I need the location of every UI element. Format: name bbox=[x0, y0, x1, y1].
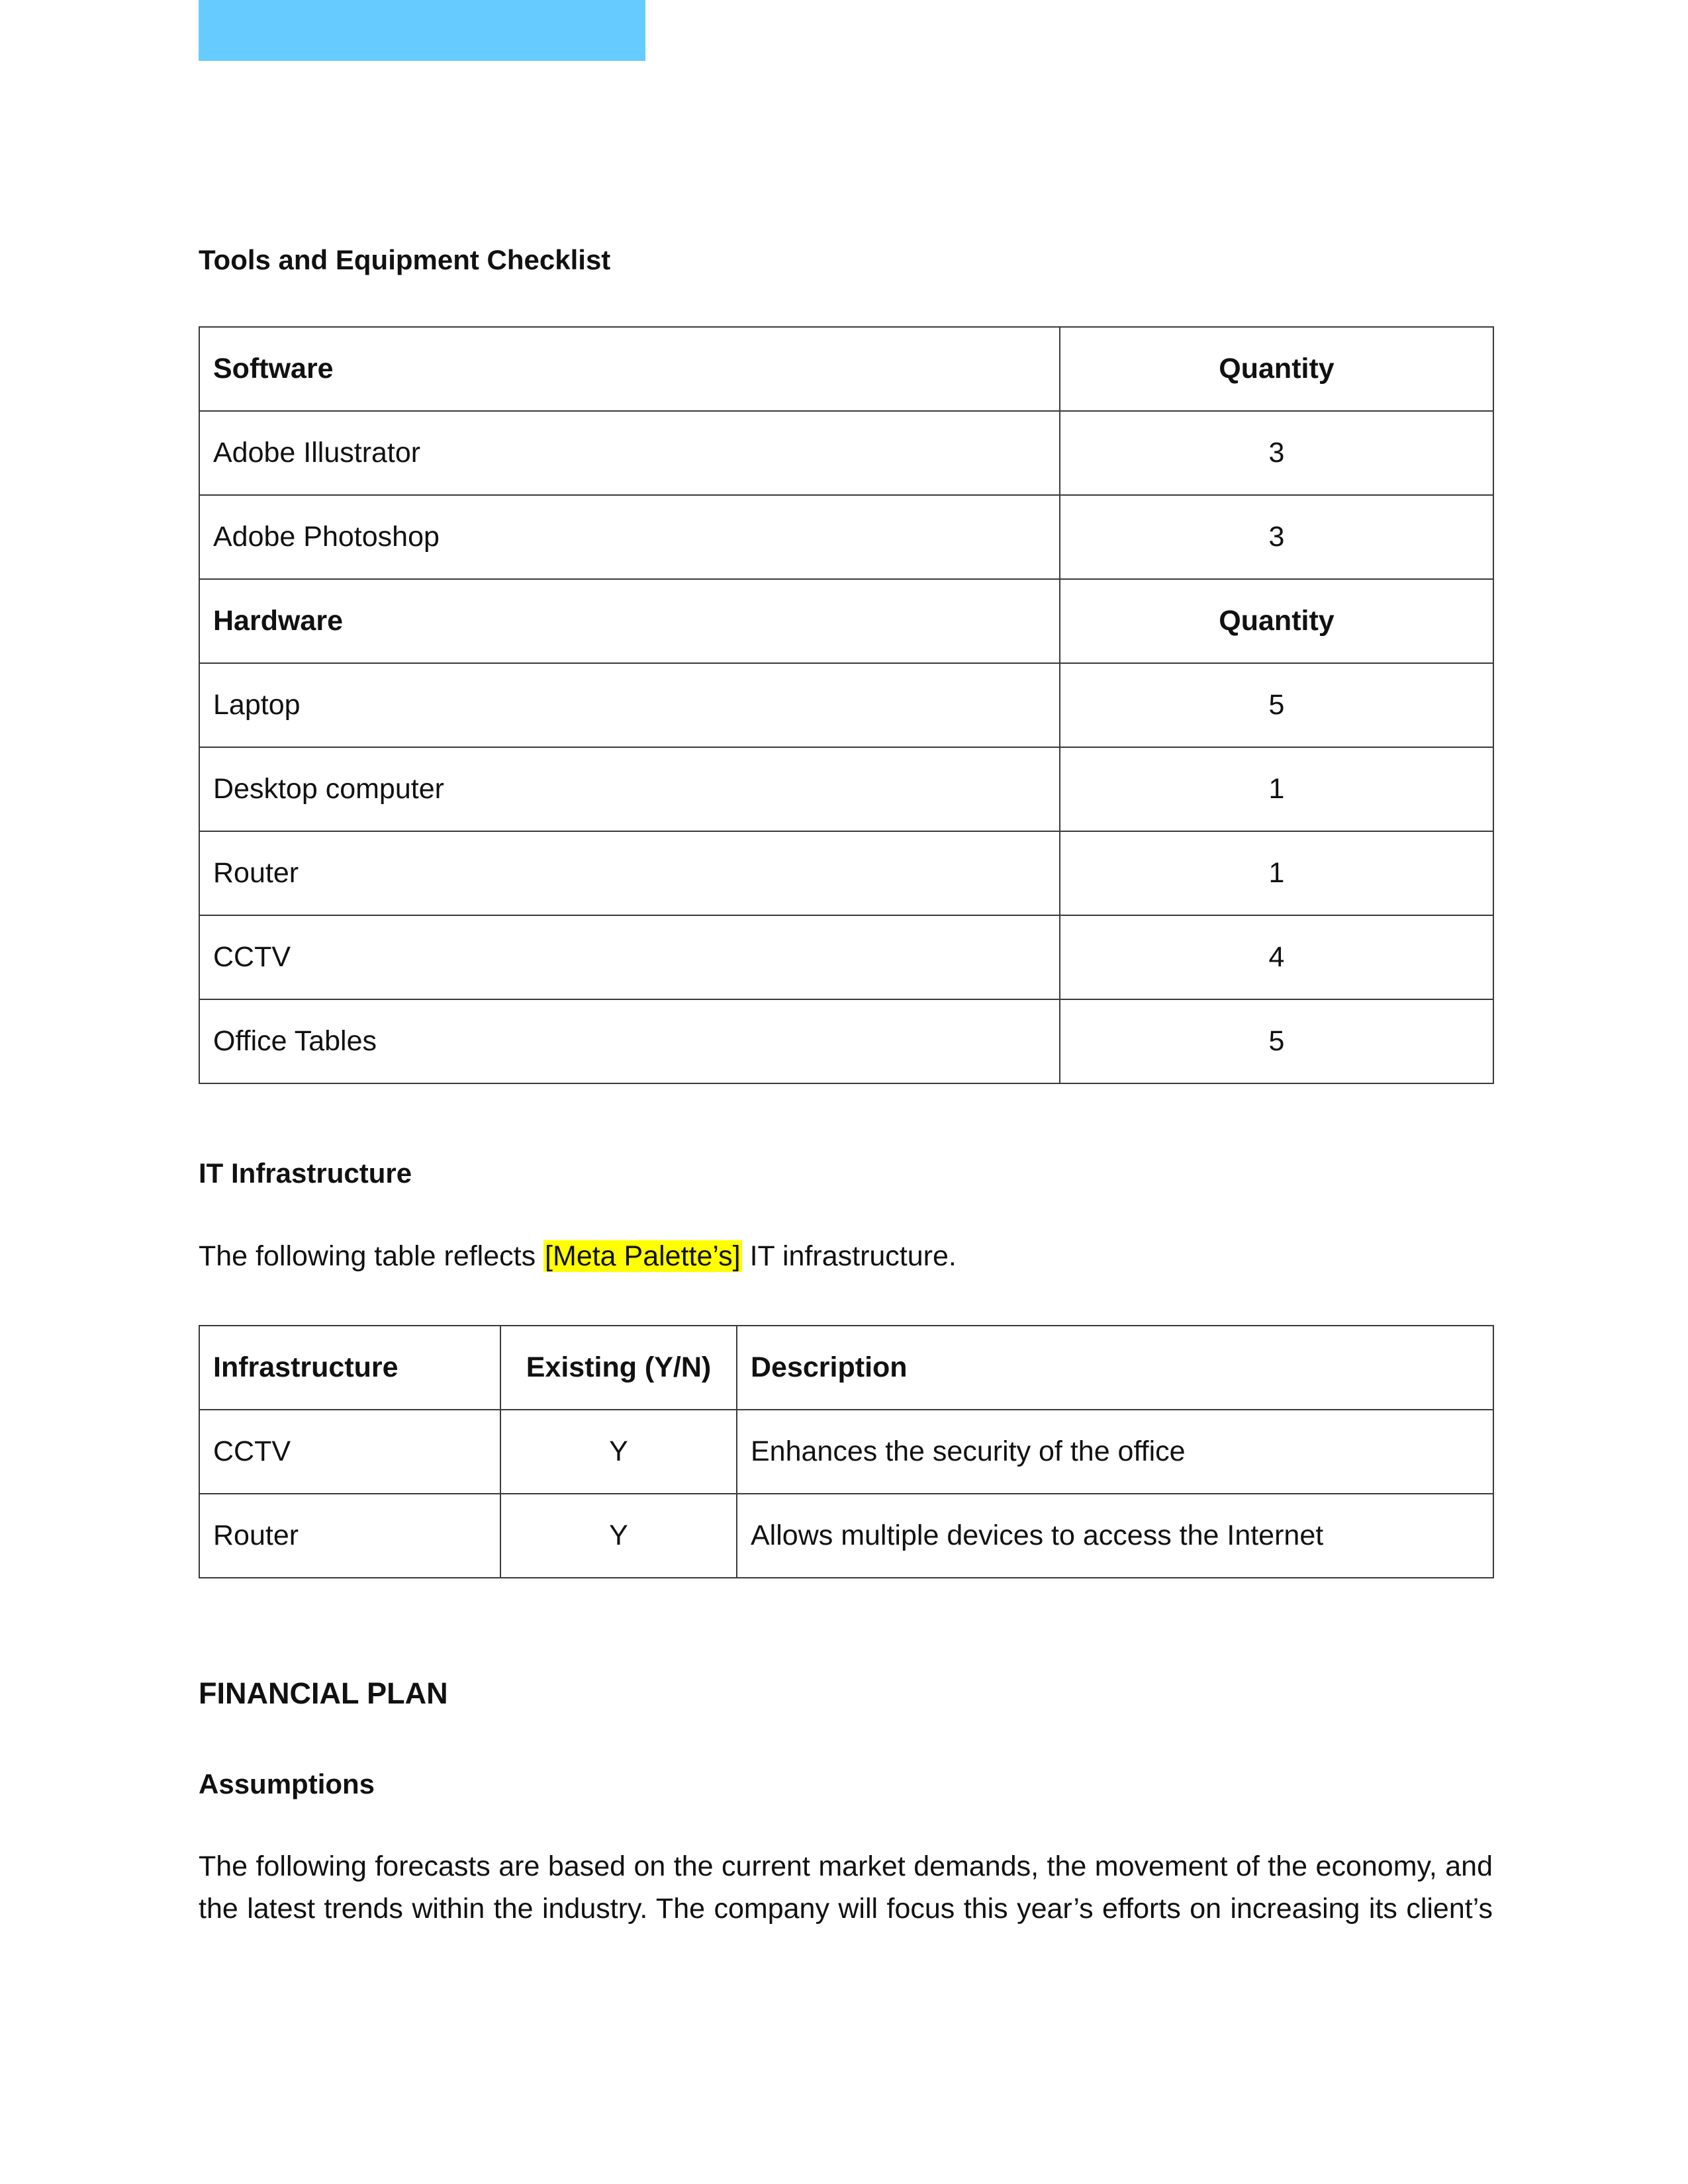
description-cell: Enhances the security of the office bbox=[737, 1410, 1493, 1494]
table-row bbox=[199, 663, 1493, 747]
table-row bbox=[199, 1410, 1493, 1494]
description-cell: Allows multiple devices to access the Internet bbox=[737, 1494, 1493, 1578]
infrastructure-cell: Router bbox=[199, 1494, 500, 1578]
checklist-title: Tools and Equipment Checklist bbox=[199, 244, 611, 275]
infrastructure-cell: CCTV bbox=[199, 1410, 500, 1494]
column-header-existing: Existing (Y/N) bbox=[500, 1326, 737, 1410]
it-infrastructure-title: IT Infrastructure bbox=[199, 1158, 412, 1189]
table-row bbox=[199, 1494, 1493, 1578]
assumptions-line-1: The following forecasts are based on the current market demands, the movement of the economy, and bbox=[199, 1850, 1493, 1882]
quantity-cell: 5 bbox=[1060, 999, 1493, 1083]
checklist-table-body bbox=[199, 327, 1493, 1083]
item-cell: CCTV bbox=[199, 915, 1060, 999]
table-row bbox=[199, 915, 1493, 999]
section-header-cell: Hardware bbox=[199, 579, 1060, 663]
item-cell: Desktop computer bbox=[199, 747, 1060, 831]
table-row bbox=[199, 411, 1493, 495]
company-name-highlight: [Meta Palette’s] bbox=[545, 1240, 741, 1272]
intro-text-after: IT infrastructure. bbox=[741, 1240, 957, 1272]
quantity-cell: 5 bbox=[1060, 663, 1493, 747]
quantity-header-cell: Quantity bbox=[1060, 579, 1493, 663]
column-header-infrastructure: Infrastructure bbox=[199, 1326, 500, 1410]
table-row bbox=[199, 495, 1493, 579]
header-accent-bar bbox=[199, 0, 645, 61]
financial-plan-title: FINANCIAL PLAN bbox=[199, 1676, 448, 1710]
column-header-description: Description bbox=[737, 1326, 1493, 1410]
assumptions-title: Assumptions bbox=[199, 1768, 375, 1799]
intro-text-before: The following table reflects bbox=[199, 1240, 544, 1272]
item-cell: Office Tables bbox=[199, 999, 1060, 1083]
checklist-table bbox=[199, 326, 1494, 1084]
item-cell: Router bbox=[199, 831, 1060, 915]
it-table-header-row bbox=[199, 1326, 1493, 1410]
section-header-row bbox=[199, 579, 1493, 663]
it-infrastructure-intro bbox=[199, 1235, 957, 1277]
item-cell: Adobe Illustrator bbox=[199, 411, 1060, 495]
existing-cell: Y bbox=[500, 1410, 737, 1494]
quantity-cell: 3 bbox=[1060, 495, 1493, 579]
quantity-cell: 3 bbox=[1060, 411, 1493, 495]
table-row bbox=[199, 747, 1493, 831]
quantity-cell: 1 bbox=[1060, 747, 1493, 831]
existing-cell: Y bbox=[500, 1494, 737, 1578]
item-cell: Laptop bbox=[199, 663, 1060, 747]
it-infrastructure-table bbox=[199, 1325, 1494, 1578]
quantity-cell: 1 bbox=[1060, 831, 1493, 915]
assumptions-line-2: the latest trends within the industry. The company will focus this year’s efforts on increasing its client’s bbox=[199, 1893, 1493, 1925]
section-header-cell: Software bbox=[199, 327, 1060, 411]
quantity-cell: 4 bbox=[1060, 915, 1493, 999]
item-cell: Adobe Photoshop bbox=[199, 495, 1060, 579]
quantity-header-cell: Quantity bbox=[1060, 327, 1493, 411]
table-row bbox=[199, 831, 1493, 915]
table-row bbox=[199, 999, 1493, 1083]
section-header-row bbox=[199, 327, 1493, 411]
